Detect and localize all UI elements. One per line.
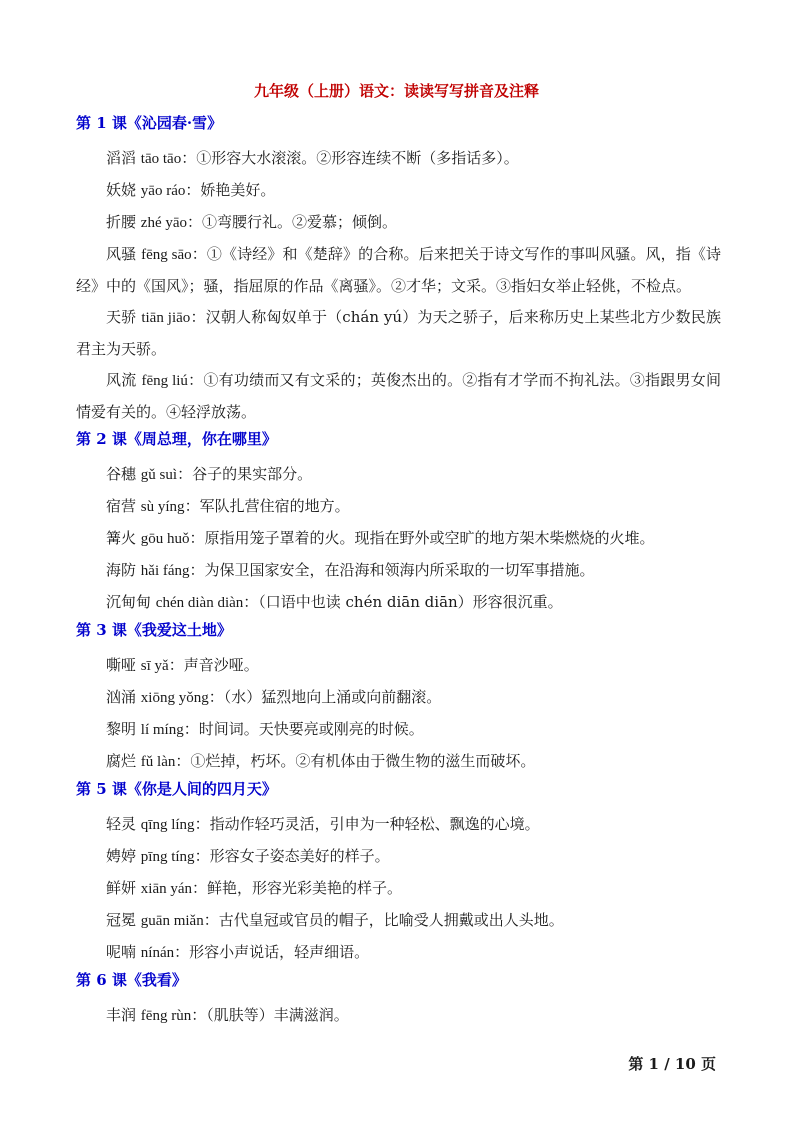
document-title: 九年级（上册）语文：读读写写拼音及注释 — [253, 82, 539, 100]
vocab-definition: ：谷子的果实部分。 — [177, 465, 313, 483]
vocab-definition: ：鲜艳，形容光彩美艳的样子。 — [192, 879, 403, 897]
vocab-term: 折腰 — [106, 213, 137, 231]
vocab-pinyin: qīng líng — [140, 817, 195, 833]
page-number: 第 1 / 10 页 — [628, 1055, 716, 1073]
vocab-pinyin: fēng sāo — [141, 247, 192, 263]
vocab-pinyin: fēng liú — [141, 373, 188, 389]
lesson-heading: 第 6 课《我看》 — [76, 971, 187, 989]
vocab-definition: ：指动作轻巧灵活，引申为一种轻松、飘逸的心境。 — [194, 815, 540, 833]
vocab-pinyin: nínán — [140, 945, 175, 961]
vocab-pinyin: gǔ suì — [140, 467, 178, 483]
vocab-entry — [76, 239, 721, 302]
document-content — [76, 112, 721, 1032]
vocab-definition: ：①形容大水滚滚。②形容连续不断（多指话多）。 — [181, 149, 519, 167]
vocab-term: 汹涌 — [106, 688, 137, 706]
vocab-term: 呢喃 — [106, 943, 137, 961]
vocab-term: 风流 — [106, 371, 137, 389]
vocab-term: 轻灵 — [106, 815, 137, 833]
vocab-pinyin: gōu huǒ — [140, 531, 190, 547]
vocab-entry — [76, 587, 721, 619]
vocab-definition: ：（肌肤等）丰满滋润。 — [191, 1006, 349, 1024]
vocab-pinyin: guān miǎn — [140, 913, 204, 929]
vocab-entry — [76, 746, 721, 778]
vocab-pinyin: hǎi fáng — [140, 563, 190, 579]
vocab-term: 妖娆 — [106, 181, 137, 199]
vocab-definition: ：汉朝人称匈奴单于（chán yú）为天之骄子，后来称历史上某些北方少数民族君主为天骄。 — [76, 308, 721, 358]
vocab-definition: ：（水）猛烈地向上涌或向前翻滚。 — [208, 688, 442, 706]
vocab-pinyin: chén diàn diàn — [155, 595, 244, 611]
vocab-term: 丰润 — [106, 1006, 137, 1024]
lesson-heading: 第 3 课《我爱这土地》 — [76, 621, 232, 639]
vocab-entry — [76, 873, 721, 905]
vocab-definition: ：军队扎营住宿的地方。 — [184, 497, 350, 515]
vocab-pinyin: yāo ráo — [140, 183, 186, 199]
vocab-term: 海防 — [106, 561, 137, 579]
vocab-pinyin: xiōng yǒng — [140, 690, 209, 706]
vocab-definition: ：原指用笼子罩着的火。现指在野外或空旷的地方架木柴燃烧的火堆。 — [189, 529, 655, 547]
vocab-entry — [76, 459, 721, 491]
vocab-term: 黎明 — [106, 720, 137, 738]
vocab-pinyin: tāo tāo — [140, 151, 182, 167]
vocab-pinyin: pīng tíng — [140, 849, 195, 865]
vocab-term: 沉甸甸 — [106, 593, 152, 611]
vocab-term: 娉婷 — [106, 847, 137, 865]
vocab-entry — [76, 650, 721, 682]
vocab-pinyin: sī yǎ — [140, 658, 169, 674]
vocab-entry — [76, 143, 721, 175]
vocab-definition: ：①弯腰行礼。②爱慕；倾倒。 — [187, 213, 398, 231]
vocab-pinyin: lí míng — [140, 722, 184, 738]
vocab-entry — [76, 207, 721, 239]
vocab-entry — [76, 555, 721, 587]
lesson-heading: 第 2 课《周总理，你在哪里》 — [76, 430, 277, 448]
vocab-definition: ：形容女子姿态美好的样子。 — [194, 847, 390, 865]
vocab-definition: ：形容小声说话，轻声细语。 — [174, 943, 370, 961]
vocab-term: 嘶哑 — [106, 656, 137, 674]
vocab-entry — [76, 1000, 721, 1032]
vocab-term: 天骄 — [106, 308, 137, 326]
vocab-entry — [76, 905, 721, 937]
vocab-definition: ：声音沙哑。 — [168, 656, 259, 674]
vocab-entry — [76, 523, 721, 555]
vocab-entry — [76, 365, 721, 428]
lesson-heading: 第 1 课《沁园春·雪》 — [76, 114, 223, 132]
vocab-pinyin: fǔ làn — [140, 754, 176, 770]
vocab-entry — [76, 937, 721, 969]
vocab-definition: ：①烂掉，朽坏。②有机体由于微生物的滋生而破坏。 — [175, 752, 536, 770]
vocab-term: 鲜妍 — [106, 879, 137, 897]
vocab-term: 篝火 — [106, 529, 137, 547]
vocab-pinyin: tiān jiāo — [141, 310, 191, 326]
vocab-entry — [76, 491, 721, 523]
vocab-entry — [76, 302, 721, 365]
vocab-entry — [76, 714, 721, 746]
vocab-definition: ：娇艳美好。 — [185, 181, 276, 199]
vocab-entry — [76, 841, 721, 873]
vocab-definition: ：（口语中也读 chén diān diān）形容很沉重。 — [243, 593, 563, 611]
vocab-term: 谷穗 — [106, 465, 137, 483]
vocab-entry — [76, 809, 721, 841]
vocab-definition: ：①有功绩而又有文采的；英俊杰出的。②指有才学而不拘礼法。③指跟男女间情爱有关的。④轻浮放荡。 — [76, 371, 721, 421]
vocab-definition: ：古代皇冠或官员的帽子，比喻受人拥戴或出人头地。 — [203, 911, 564, 929]
vocab-term: 滔滔 — [106, 149, 137, 167]
vocab-entry — [76, 175, 721, 207]
vocab-definition: ：时间词。天快要亮或刚亮的时候。 — [183, 720, 424, 738]
vocab-pinyin: sù yíng — [140, 499, 185, 515]
vocab-entry — [76, 682, 721, 714]
lesson-heading: 第 5 课《你是人间的四月天》 — [76, 780, 277, 798]
vocab-term: 宿营 — [106, 497, 137, 515]
vocab-term: 腐烂 — [106, 752, 137, 770]
vocab-term: 冠冕 — [106, 911, 137, 929]
vocab-definition: ：①《诗经》和《楚辞》的合称。后来把关于诗文写作的事叫风骚。风，指《诗经》中的《国风》；骚，指屈原的作品《离骚》。②才华；文采。③指妇女举止轻佻，不检点。 — [76, 245, 721, 295]
vocab-definition: ：为保卫国家安全，在沿海和领海内所采取的一切军事措施。 — [189, 561, 595, 579]
vocab-pinyin: zhé yāo — [140, 215, 188, 231]
vocab-pinyin: fēng rùn — [140, 1008, 192, 1024]
vocab-pinyin: xiān yán — [140, 881, 193, 897]
vocab-term: 风骚 — [106, 245, 137, 263]
